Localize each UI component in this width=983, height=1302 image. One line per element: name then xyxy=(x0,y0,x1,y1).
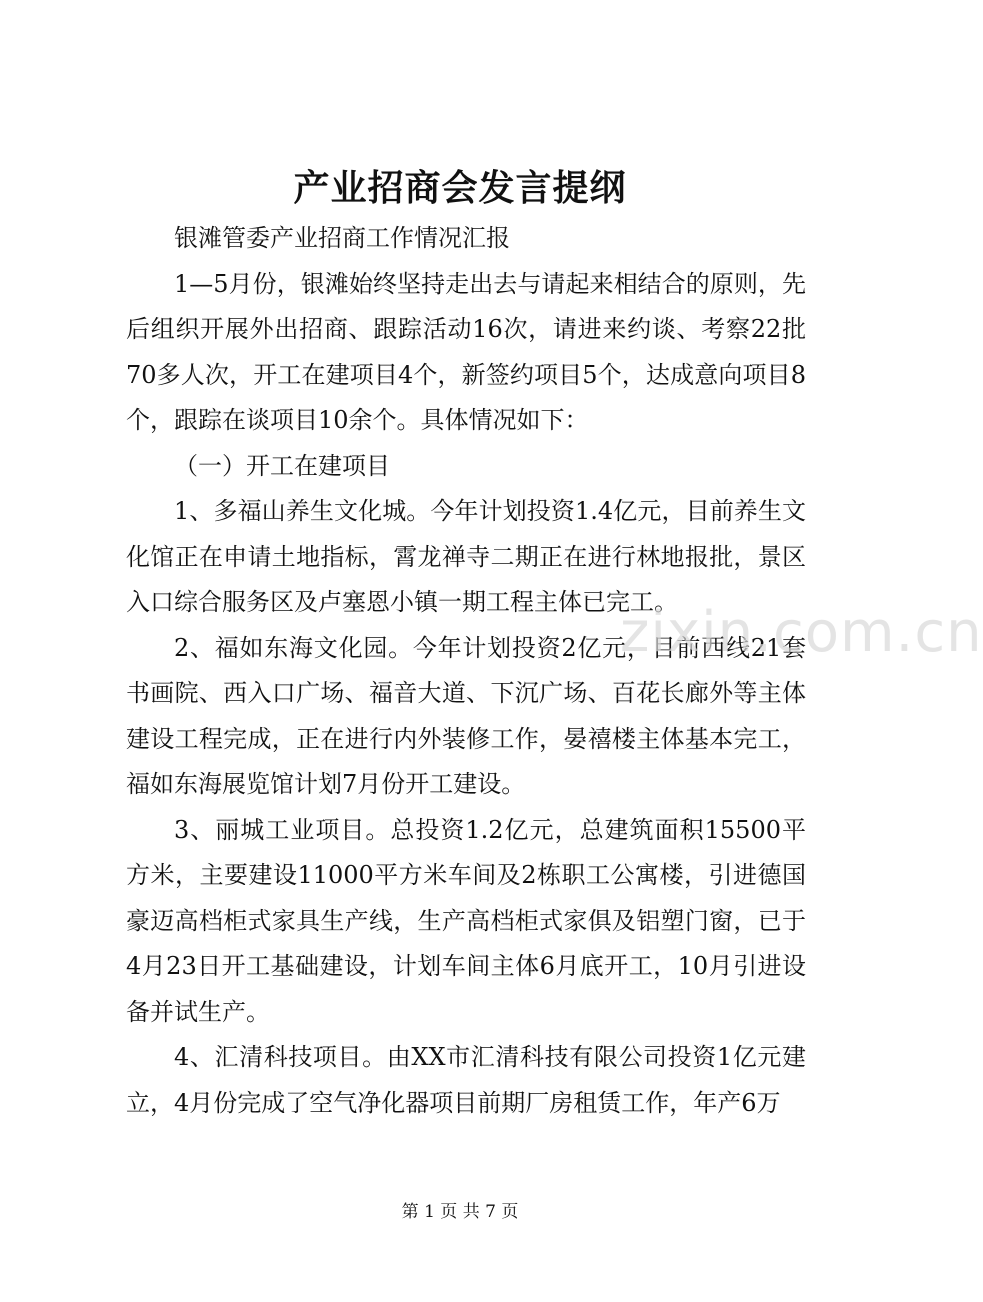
document-body xyxy=(126,216,806,1126)
project-paragraph-4: 4、汇清科技项目。由XX市汇清科技有限公司投资1亿元建立，4月份完成了空气净化器项目前期厂房租赁工作，年产6万 xyxy=(126,1043,806,1117)
section-heading-projects: （一）开工在建项目 xyxy=(174,451,390,480)
report-heading: 银滩管委产业招商工作情况汇报 xyxy=(174,224,510,252)
page-footer: 第 1 页 共 7 页 xyxy=(401,1202,519,1222)
summary-paragraph: 1—5月份，银滩始终坚持走出去与请起来相结合的原则，先后组织开展外出招商、跟踪活动16次，请进来约谈、考察22批70多人次，开工在建项目4个，新签约项目5个，达成意向项目8个，跟踪在谈项目10余个。具体情况如下： xyxy=(126,269,806,434)
watermark: zixin.com.cn xyxy=(620,600,983,665)
document-title: 产业招商会发言提纲 xyxy=(293,167,627,209)
project-paragraph-2: 2、福如东海文化园。今年计划投资2亿元，目前西线21套书画院、西入口广场、福音大道、下沉广场、百花长廊外等主体建设工程完成，正在进行内外装修工作，晏禧楼主体基本完工，福如东海展览馆计划7月份开工建设。 xyxy=(126,633,806,798)
project-paragraph-1: 1、多福山养生文化城。今年计划投资1.4亿元，目前养生文化馆正在申请土地指标，霄龙禅寺二期正在进行林地报批，景区入口综合服务区及卢塞恩小镇一期工程主体已完工。 xyxy=(126,497,806,616)
project-paragraph-3: 3、丽城工业项目。总投资1.2亿元，总建筑面积15500平方米，主要建设11000平方米车间及2栋职工公寓楼，引进德国豪迈高档柜式家具生产线，生产高档柜式家俱及铝塑门窗，已于4月23日开工基础建设，计划车间主体6月底开工，10月引进设备并试生产。 xyxy=(126,815,806,1026)
